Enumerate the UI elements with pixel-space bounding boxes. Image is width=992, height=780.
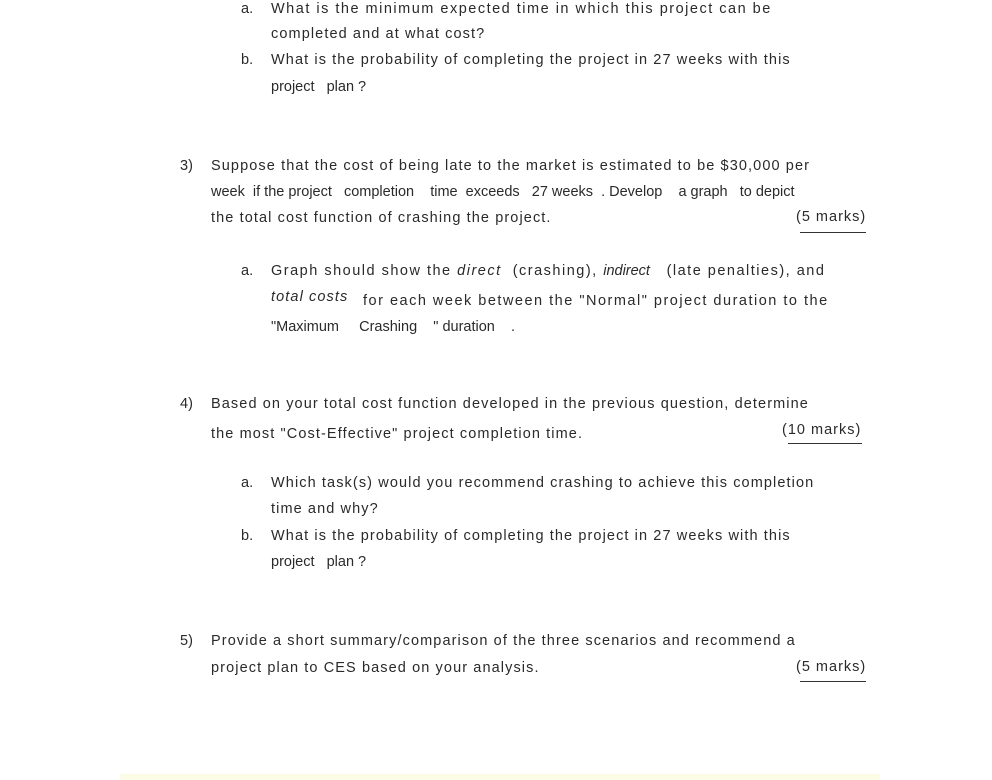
q2-a-line1: What is the minimum expected time in which this project can be xyxy=(271,1,772,17)
q3-a-total-costs: total costs xyxy=(271,289,349,305)
q5-line2: project plan to CES based on your analysis. xyxy=(211,660,540,676)
q3-a-pre: Graph should show the xyxy=(271,263,452,279)
q3-a-marker: a. xyxy=(241,263,254,279)
page-footer-band xyxy=(120,774,880,780)
q3-marks: (5 marks) xyxy=(796,209,867,225)
q3-line1: Suppose that the cost of being late to the market is estimated to be $30,000 per xyxy=(211,158,811,174)
q3-a-line3: "Maximum Crashing " duration . xyxy=(271,319,515,335)
q2-b-line1: What is the probability of completing the project in 27 weeks with this xyxy=(271,52,791,68)
q4-b-line1: What is the probability of completing the project in 27 weeks with this xyxy=(271,528,791,544)
q2-a-line2: completed and at what cost? xyxy=(271,26,486,42)
q5-marks: (5 marks) xyxy=(796,659,867,675)
q2-b-line2: project plan ? xyxy=(271,79,367,95)
q5-line1: Provide a short summary/comparison of the three scenarios and recommend a xyxy=(211,633,796,649)
q4-marks-underline xyxy=(788,443,862,444)
q3-a-mid: (crashing), xyxy=(512,263,598,279)
q3-number: 3) xyxy=(180,158,193,174)
q2-b-marker: b. xyxy=(241,52,254,68)
q4-line2: the most "Cost-Effective" project completion time. xyxy=(211,426,584,442)
q4-b-line2: project plan ? xyxy=(271,554,367,570)
q3-a-post: (late penalties), and xyxy=(666,263,826,279)
q4-number: 4) xyxy=(180,396,193,412)
q2-a-marker: a. xyxy=(241,1,254,17)
q4-a-marker: a. xyxy=(241,475,254,491)
q4-a-line1: Which task(s) would you recommend crashing to achieve this completion xyxy=(271,475,815,491)
q3-a-line2-total xyxy=(271,288,348,306)
q3-a-line2-rest: for each week between the "Normal" project duration to the xyxy=(363,293,829,309)
q3-line2: week if the project completion time exceeds 27 weeks . Develop a graph to depict xyxy=(211,184,795,200)
q4-marks: (10 marks) xyxy=(782,422,862,438)
q5-number: 5) xyxy=(180,633,193,649)
q3-a-line1 xyxy=(271,262,825,280)
q5-marks-underline xyxy=(800,681,866,682)
q3-line3: the total cost function of crashing the project. xyxy=(211,210,552,226)
q3-a-indirect: indirect xyxy=(603,263,650,279)
q3-a-direct: direct xyxy=(457,263,502,279)
q4-b-marker: b. xyxy=(241,528,254,544)
q4-a-line2: time and why? xyxy=(271,501,379,517)
q3-marks-underline xyxy=(800,232,866,233)
q4-line1: Based on your total cost function developed in the previous question, determine xyxy=(211,396,809,412)
